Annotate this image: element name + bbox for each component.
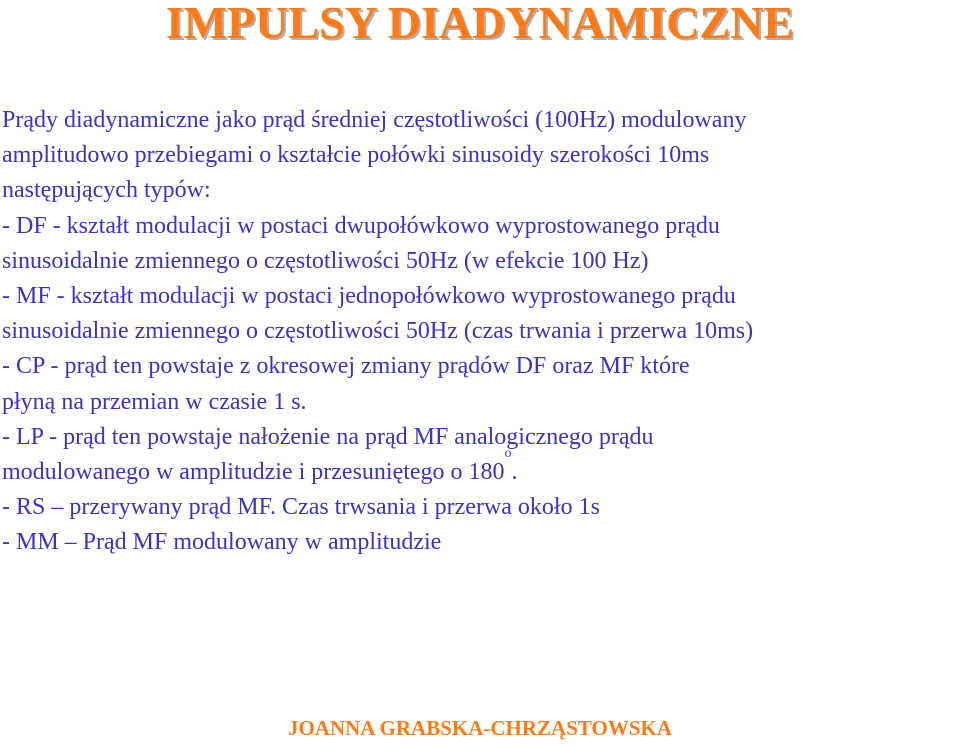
text-line: następujących typów:	[2, 177, 211, 204]
text-line: amplitudowo przebiegami o kształcie połówki sinusoidy szerokości 10ms	[2, 142, 710, 169]
text-line: Prądy diadynamiczne jako prąd średniej częstotliwości (100Hz) modulowany	[2, 107, 747, 133]
text-line: - MF - kształt modulacji w postaci jednopołówkowo wyprostowanego prądu	[2, 282, 736, 309]
degree-superscript: o	[504, 445, 512, 461]
content-body	[2, 103, 960, 560]
text-line: modulowanego w amplitudzie i przesuniętego o 180	[2, 458, 505, 485]
text-line: - DF - kształt modulacji w postaci dwupołówkowo wyprostowanego prądu	[2, 212, 720, 239]
text-line: - RS – przerywany prąd MF. Czas trwsania i przerwa około 1s	[2, 494, 600, 521]
text-line: - MM – Prąd MF modulowany w amplitudzie	[2, 529, 442, 556]
text-line: płyną na przemian w czasie 1 s.	[2, 388, 307, 415]
author-footer: JOANNA GRABSKA-CHRZĄSTOWSKA	[287, 716, 673, 740]
text-line-with-degree	[2, 445, 960, 490]
text-line: - LP - prąd ten powstaje nałożenie na prąd MF analogicznego prądu	[2, 423, 654, 450]
text-line: sinusoidalnie zmiennego o częstotliwości 50Hz (czas trwania i przerwa 10ms)	[2, 318, 754, 345]
text-line: - CP - prąd ten powstaje z okresowej zmiany prądów DF oraz MF które	[2, 353, 690, 380]
text-line: sinusoidalnie zmiennego o częstotliwości 50Hz (w efekcie 100 Hz)	[2, 247, 649, 274]
page-title: IMPULSY DIADYNAMICZNE	[165, 0, 795, 48]
sentence-period: .	[511, 458, 518, 485]
